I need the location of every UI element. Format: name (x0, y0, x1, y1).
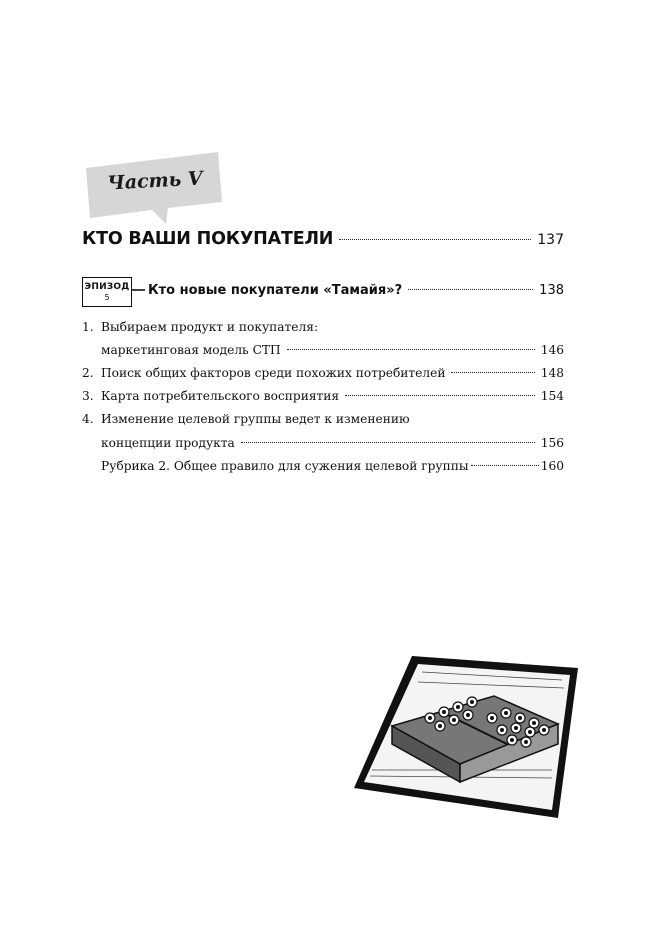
toc-item-2 (82, 366, 564, 380)
item-page: 146 (540, 343, 564, 357)
episode-entry (148, 283, 564, 298)
episode-title: Кто новые покупатели «Тамайя»? (148, 283, 403, 298)
toc-item-3 (82, 389, 564, 403)
item-text: Изменение целевой группы ведет к изменению (101, 412, 410, 426)
dot-leader (287, 349, 535, 350)
item-text: Карта потребительского восприятия (101, 389, 340, 403)
item-text: концепции продукта (101, 436, 235, 450)
item-text: Поиск общих факторов среди похожих потребителей (101, 366, 446, 380)
arrow-tail-icon (132, 286, 146, 294)
item-page: 156 (540, 436, 564, 450)
episode-badge (82, 277, 132, 307)
section-page: 137 (537, 232, 564, 248)
episode-word: ЭПИЗОД (84, 282, 130, 292)
candy-box-illustration (352, 652, 580, 820)
dot-leader (345, 395, 535, 396)
rubric-page: 160 (540, 459, 564, 473)
item-number: 4. (82, 412, 94, 426)
section-entry (82, 229, 564, 249)
dot-leader (241, 442, 535, 443)
dot-leader (451, 372, 534, 373)
toc-item-1-line2 (101, 343, 564, 357)
toc-item-4-line1 (82, 412, 564, 426)
part-label: Часть V (106, 167, 204, 195)
dot-leader (408, 289, 533, 290)
item-text: маркетинговая модель СТП (101, 343, 281, 357)
dot-leader (471, 465, 539, 466)
episode-number: 5 (104, 293, 110, 302)
item-number: 2. (82, 366, 94, 380)
rubric-title: Рубрика 2. Общее правило для сужения целевой группы (101, 459, 469, 473)
item-page: 148 (540, 366, 564, 380)
toc-rubric (101, 459, 564, 473)
toc-item-4-line2 (101, 436, 564, 450)
episode-page: 138 (539, 283, 564, 298)
item-page: 154 (540, 389, 564, 403)
item-number: 3. (82, 389, 94, 403)
toc-item-1-line1 (82, 320, 564, 334)
part-badge (82, 148, 224, 228)
section-title: КТО ВАШИ ПОКУПАТЕЛИ (82, 229, 334, 249)
item-text: Выбираем продукт и покупателя: (101, 320, 319, 334)
item-number: 1. (82, 320, 94, 334)
dot-leader (339, 239, 531, 240)
